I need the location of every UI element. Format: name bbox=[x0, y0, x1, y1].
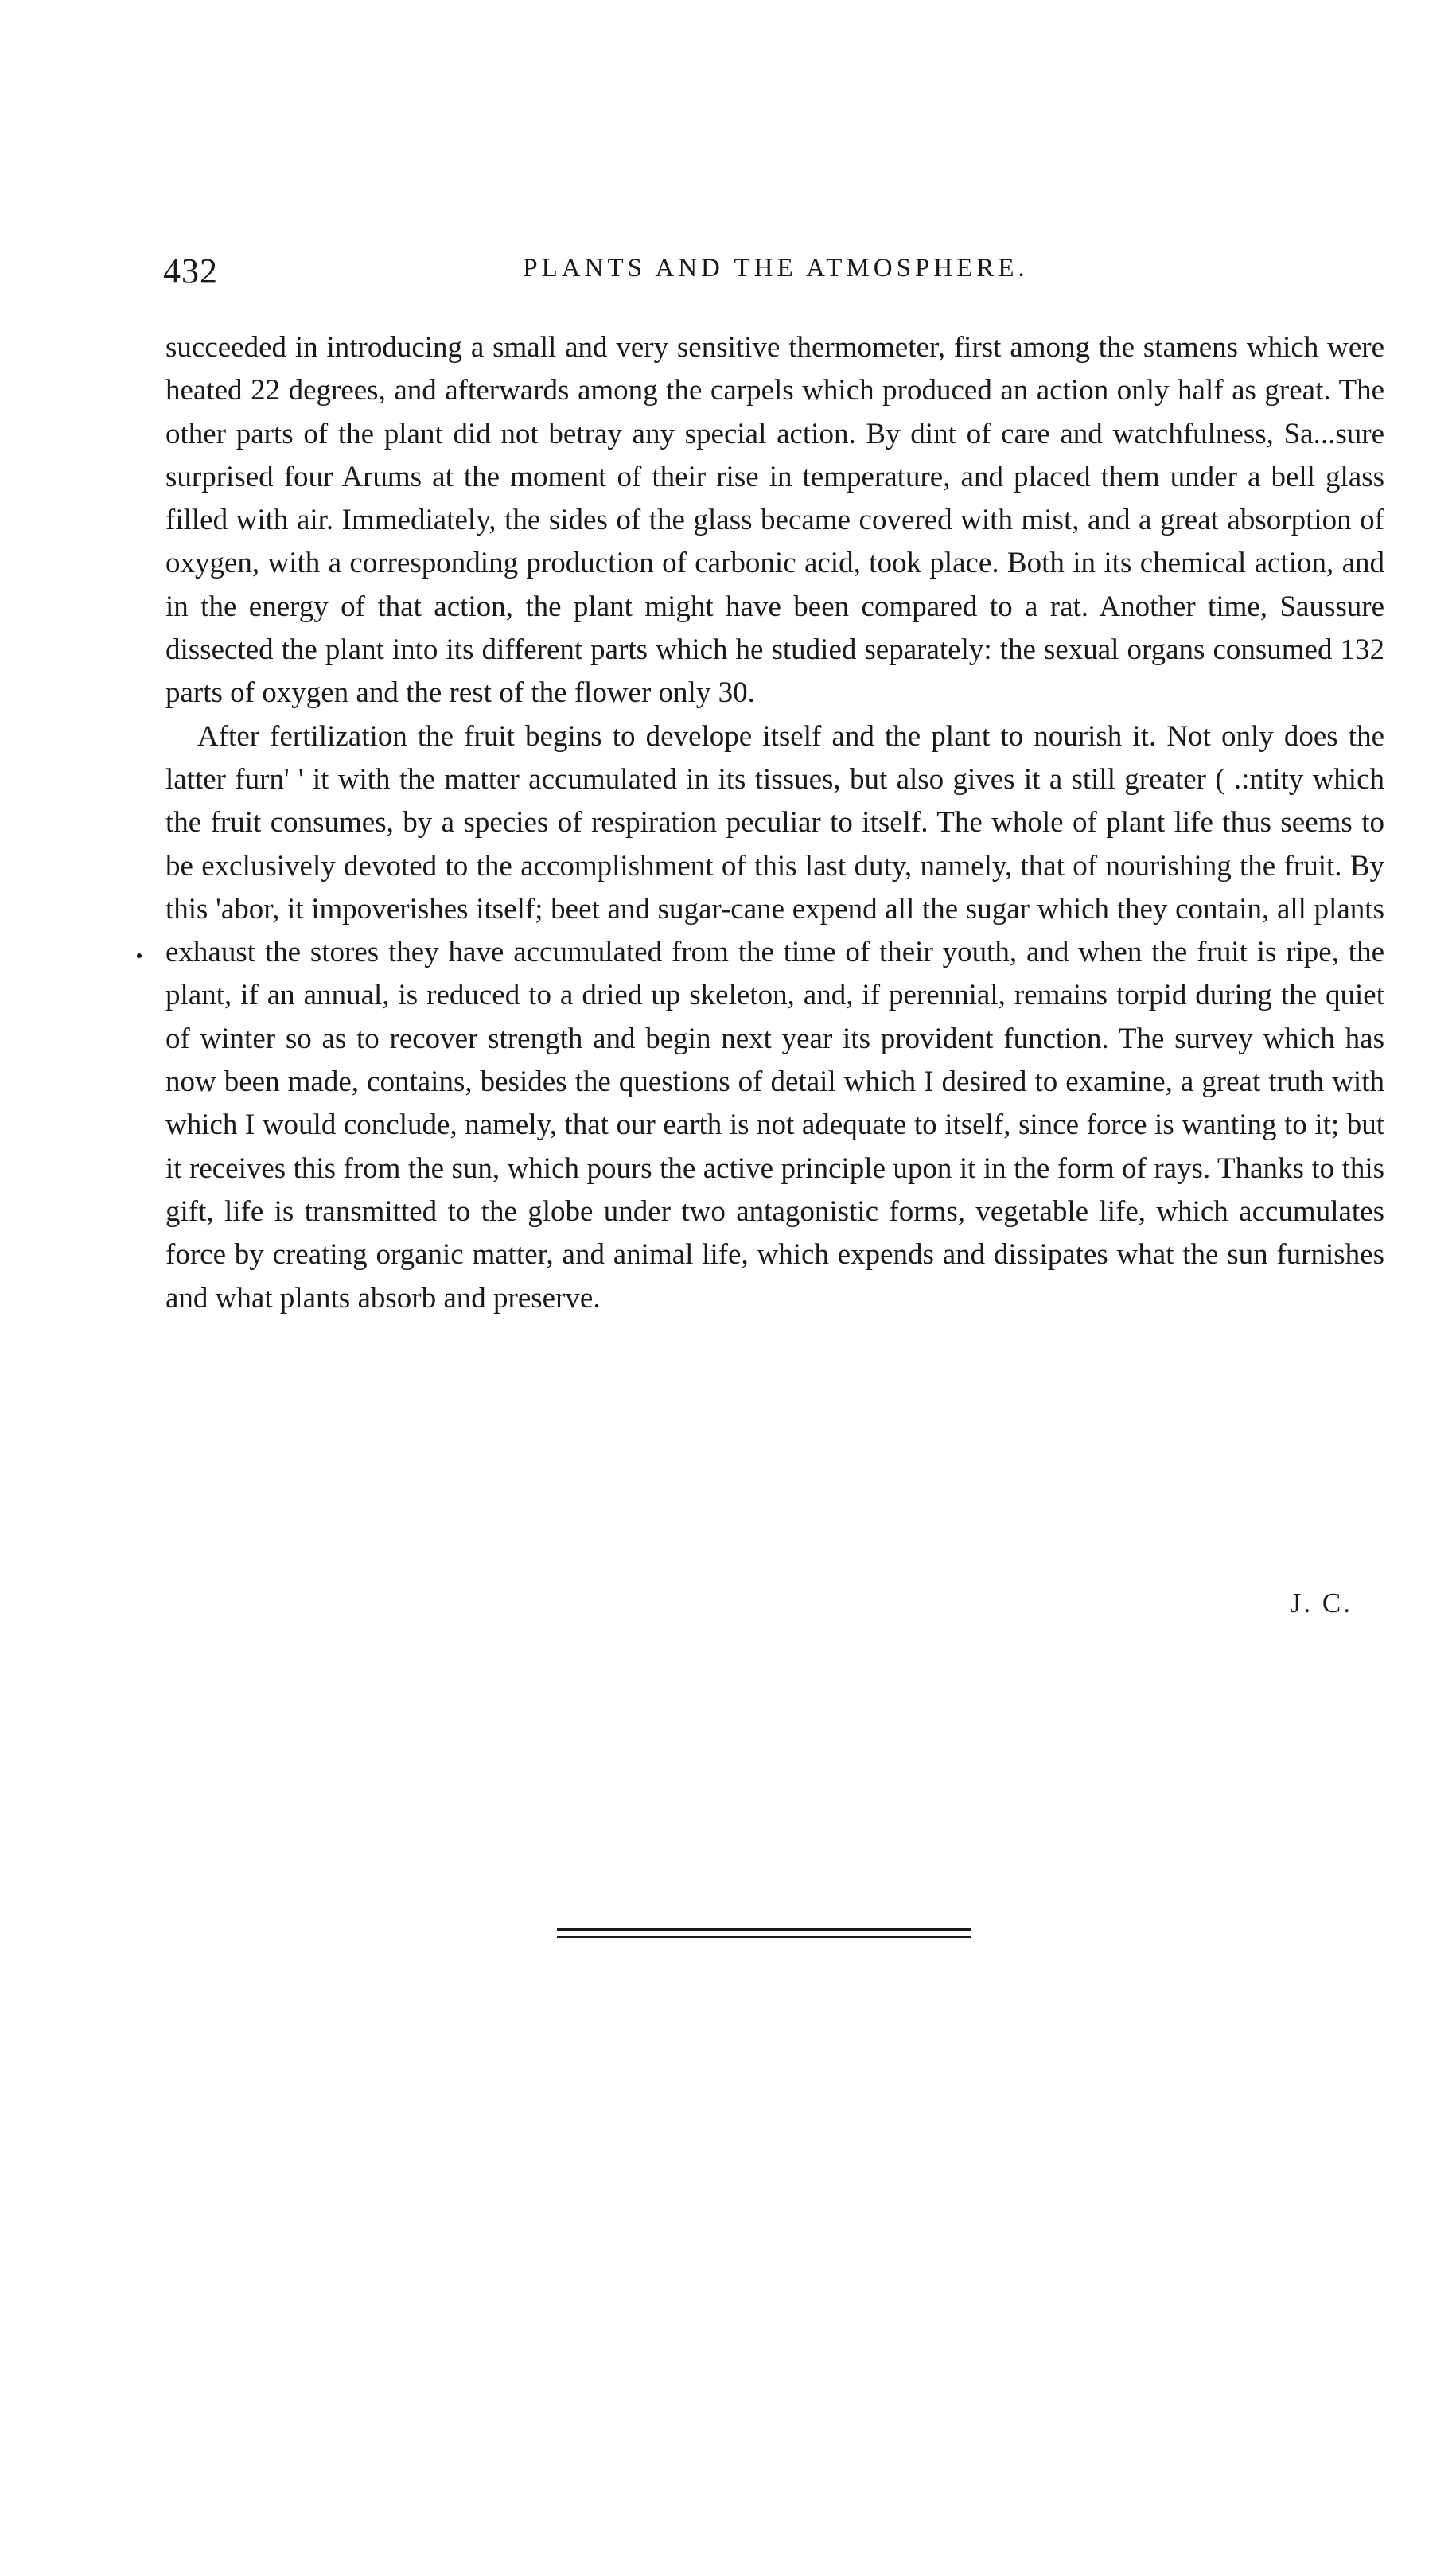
end-rule-bottom bbox=[557, 1936, 971, 1938]
end-rule-top bbox=[557, 1928, 971, 1931]
paragraph-continued: succeeded in introducing a small and very sensitive thermometer, first among the stamens which were heated 22 degrees, and afterwards among the carpels which produced an action only half as great. The other parts of the plant did not betray any special action. By dint of care and watchfulness, Sa...sure surprised four Arums at the moment of their rise in temperature, and placed them under a bell glass filled with air. Immediately, the sides of the glass became covered with mist, and a great absorption of oxygen, with a corresponding production of carbonic acid, took place. Both in its chemical action, and in the energy of that action, the plant might have been compared to a rat. Another time, Saussure dissected the plant into its different parts which he studied separately: the sexual organs consumed 132 parts of oxygen and the rest of the flower only 30. bbox=[165, 331, 1384, 710]
body-text bbox=[165, 326, 1384, 1320]
paragraph-fertilization: After fertilization the fruit begins to develope itself and the plant to nourish it. Not only does the latter furn' ' it with the matter accumulated in its tissues, but also gives it a still greater ( .:ntity which the fruit consumes, by a species of respiration peculiar to itself. The whole of plant life thus seems to be exclusively devoted to the accomplishment of this last duty, namely, that of nourishing the fruit. By this 'abor, it impoverishes itself; beet and sugar-cane expend all the sugar which they contain, all plants exhaust the stores they have accumulated from the time of their youth, and when the fruit is ripe, the plant, if an annual, is reduced to a dried up skeleton, and, if perennial, remains torpid during the quiet of winter so as to recover strength and begin next year its provident function. The survey which has now been made, contains, besides the questions of detail which I desired to examine, a great truth with which I would conclude, namely, that our earth is not adequate to itself, since force is wanting to it; but it receives this from the sun, which pours the active principle upon it in the form of rays. Thanks to this gift, life is transmitted to the globe under two antagonistic forms, vegetable life, which accumulates force by creating organic matter, and animal life, which expends and dissipates what the sun furnishes and what plants absorb and preserve. bbox=[165, 719, 1384, 1315]
author-signature: J. C. bbox=[1290, 1588, 1353, 1619]
page-number: 432 bbox=[163, 251, 218, 290]
stray-ink-mark bbox=[137, 953, 142, 958]
running-head: PLANTS AND THE ATMOSPHERE. bbox=[523, 254, 1029, 282]
page-header bbox=[163, 251, 1388, 298]
